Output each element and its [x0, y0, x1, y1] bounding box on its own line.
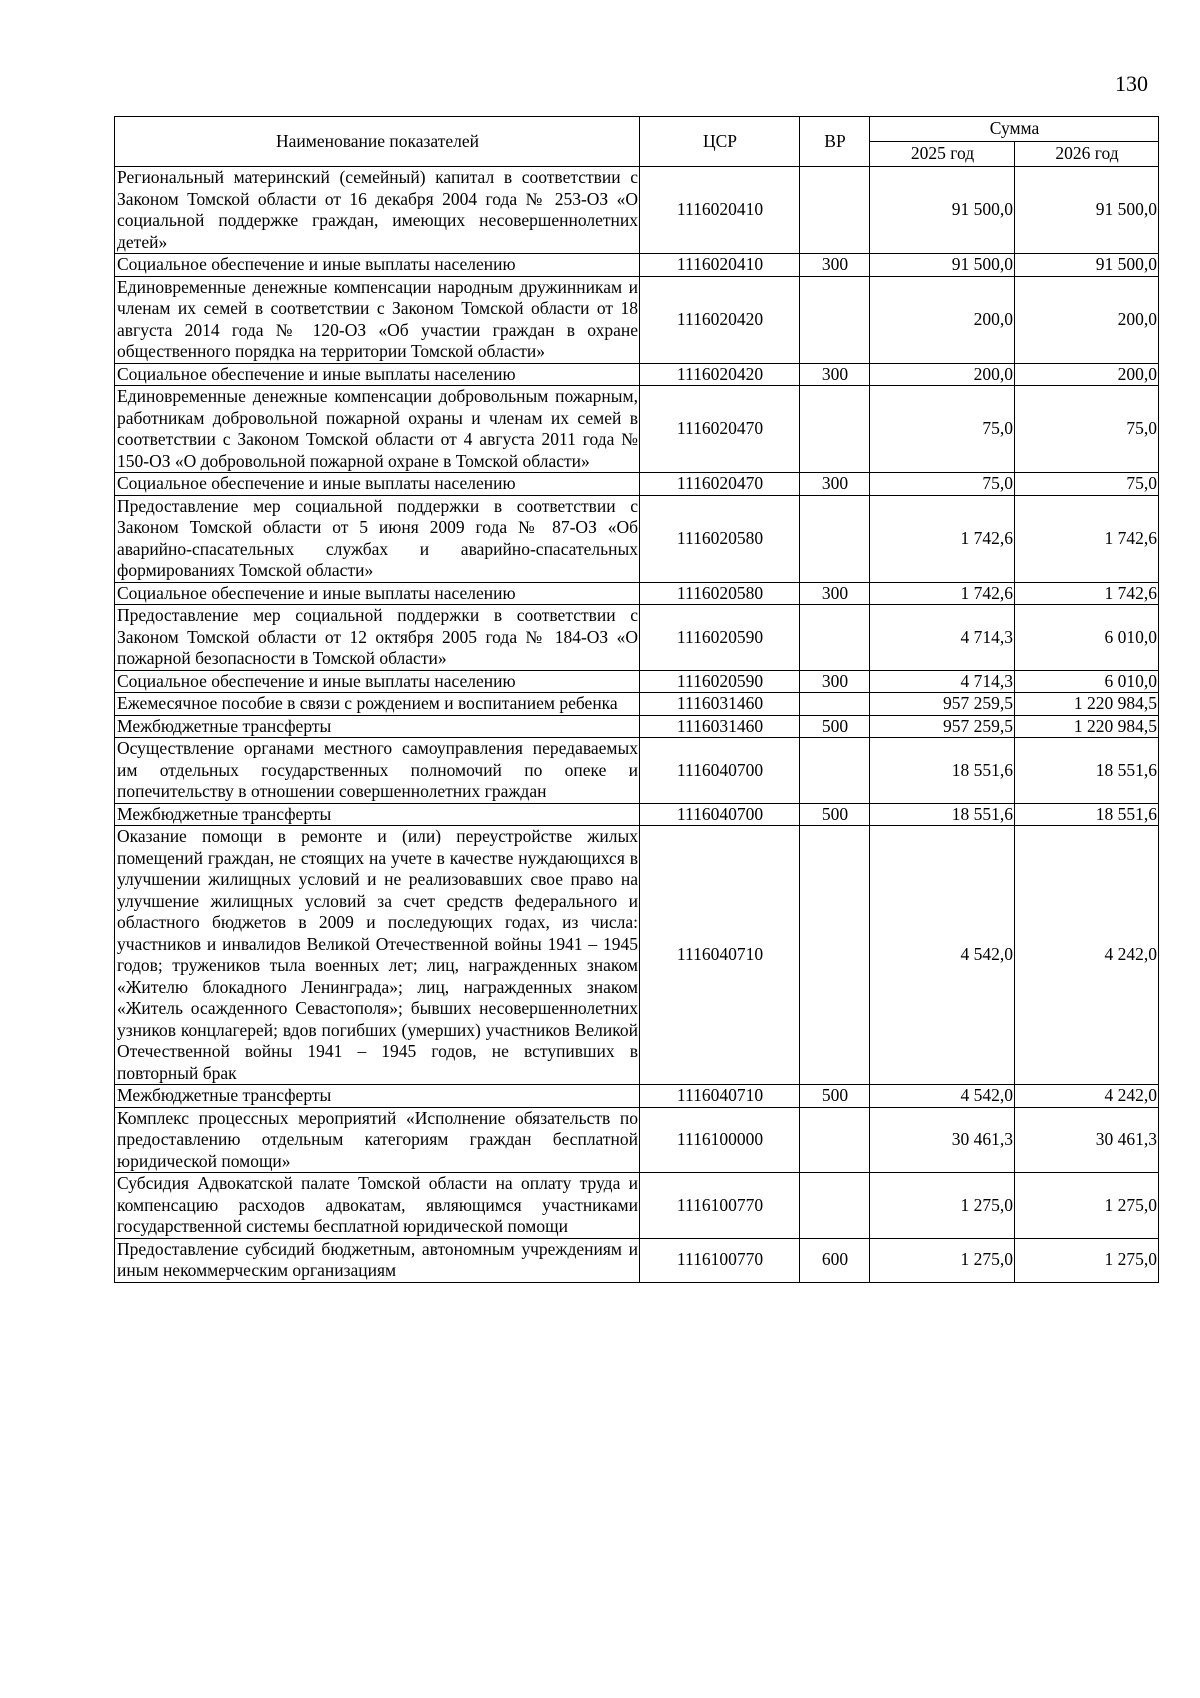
row-vr: 600 [800, 1238, 870, 1282]
row-sum-2025: 75,0 [870, 386, 1015, 473]
row-sum-2026: 1 275,0 [1015, 1238, 1159, 1282]
row-sum-2026: 91 500,0 [1015, 167, 1159, 254]
row-csr: 1116020420 [640, 276, 800, 363]
table-row [115, 605, 1159, 671]
table-row [115, 582, 1159, 605]
row-csr: 1116020580 [640, 495, 800, 582]
table-row [115, 495, 1159, 582]
row-vr: 300 [800, 473, 870, 496]
row-csr: 1116020420 [640, 363, 800, 386]
row-sum-2025: 957 259,5 [870, 693, 1015, 716]
row-name: Субсидия Адвокатской палате Томской области на оплату труда и компенсацию расходов адвокатам, являющимся участниками государственной системы бесплатной юридической помощи [115, 1173, 640, 1239]
table-row [115, 738, 1159, 804]
row-csr: 1116031460 [640, 693, 800, 716]
table-row [115, 473, 1159, 496]
table-row [115, 276, 1159, 363]
row-sum-2025: 1 742,6 [870, 495, 1015, 582]
row-csr: 1116020470 [640, 473, 800, 496]
table-row [115, 826, 1159, 1085]
table-row [115, 1173, 1159, 1239]
row-vr [800, 167, 870, 254]
header-vr: ВР [800, 117, 870, 167]
row-vr [800, 1107, 870, 1173]
table-row [115, 693, 1159, 716]
row-name: Межбюджетные трансферты [115, 803, 640, 826]
row-vr: 300 [800, 363, 870, 386]
row-name: Социальное обеспечение и иные выплаты населению [115, 363, 640, 386]
row-sum-2026: 200,0 [1015, 276, 1159, 363]
table-row [115, 1085, 1159, 1108]
row-sum-2026: 30 461,3 [1015, 1107, 1159, 1173]
row-csr: 1116020410 [640, 254, 800, 277]
row-sum-2026: 1 220 984,5 [1015, 715, 1159, 738]
row-name: Социальное обеспечение и иные выплаты населению [115, 582, 640, 605]
row-name: Предоставление мер социальной поддержки в соответствии с Законом Томской области от 5 июня 2009 года № 87-ОЗ «Об аварийно-спасательных службах и аварийно-спасательных формированиях Томской области» [115, 495, 640, 582]
row-sum-2026: 1 742,6 [1015, 495, 1159, 582]
row-sum-2026: 1 742,6 [1015, 582, 1159, 605]
row-csr: 1116040710 [640, 826, 800, 1085]
row-name: Межбюджетные трансферты [115, 1085, 640, 1108]
row-sum-2025: 1 275,0 [870, 1173, 1015, 1239]
row-csr: 1116031460 [640, 715, 800, 738]
row-vr [800, 276, 870, 363]
row-sum-2026: 4 242,0 [1015, 1085, 1159, 1108]
row-name: Межбюджетные трансферты [115, 715, 640, 738]
row-name: Осуществление органами местного самоуправления передаваемых им отдельных государственных полномочий по опеке и попечительству в отношении совершеннолетних граждан [115, 738, 640, 804]
row-vr: 500 [800, 803, 870, 826]
table-row [115, 254, 1159, 277]
row-vr [800, 495, 870, 582]
row-sum-2026: 4 242,0 [1015, 826, 1159, 1085]
row-name: Единовременные денежные компенсации добровольным пожарным, работникам добровольной пожарной охраны и членам их семей в соответствии с Законом Томской области от 4 августа 2011 года № 150-ОЗ «О добровольной пожарной охране в Томской области» [115, 386, 640, 473]
table-row [115, 1107, 1159, 1173]
row-vr [800, 386, 870, 473]
row-sum-2025: 30 461,3 [870, 1107, 1015, 1173]
row-csr: 1116020590 [640, 605, 800, 671]
row-name: Предоставление мер социальной поддержки в соответствии с Законом Томской области от 12 октября 2005 года № 184-ОЗ «О пожарной безопасности в Томской области» [115, 605, 640, 671]
row-sum-2025: 4 714,3 [870, 605, 1015, 671]
row-name: Социальное обеспечение и иные выплаты населению [115, 254, 640, 277]
row-name: Предоставление субсидий бюджетным, автономным учреждениям и иным некоммерческим организациям [115, 1238, 640, 1282]
row-csr: 1116020580 [640, 582, 800, 605]
row-sum-2026: 18 551,6 [1015, 803, 1159, 826]
table-row [115, 670, 1159, 693]
row-csr: 1116040700 [640, 803, 800, 826]
row-csr: 1116100000 [640, 1107, 800, 1173]
table-row [115, 167, 1159, 254]
row-csr: 1116040700 [640, 738, 800, 804]
row-sum-2026: 18 551,6 [1015, 738, 1159, 804]
row-sum-2025: 957 259,5 [870, 715, 1015, 738]
row-sum-2025: 1 742,6 [870, 582, 1015, 605]
row-vr: 300 [800, 670, 870, 693]
row-name: Социальное обеспечение и иные выплаты населению [115, 473, 640, 496]
row-sum-2025: 200,0 [870, 363, 1015, 386]
row-sum-2026: 75,0 [1015, 386, 1159, 473]
table-row [115, 1238, 1159, 1282]
row-sum-2025: 91 500,0 [870, 167, 1015, 254]
row-csr: 1116020410 [640, 167, 800, 254]
row-sum-2025: 4 714,3 [870, 670, 1015, 693]
row-sum-2026: 6 010,0 [1015, 670, 1159, 693]
page-number: 130 [1115, 71, 1148, 96]
budget-table [114, 116, 1159, 1283]
row-name: Социальное обеспечение и иные выплаты населению [115, 670, 640, 693]
table-row [115, 803, 1159, 826]
row-vr [800, 826, 870, 1085]
row-name: Ежемесячное пособие в связи с рождением и воспитанием ребенка [115, 693, 640, 716]
header-year-2025: 2025 год [870, 142, 1015, 167]
row-name: Региональный материнский (семейный) капитал в соответствии с Законом Томской области от 16 декабря 2004 года № 253-ОЗ «О социальной поддержке граждан, имеющих несовершеннолетних детей» [115, 167, 640, 254]
row-sum-2026: 6 010,0 [1015, 605, 1159, 671]
row-sum-2025: 4 542,0 [870, 826, 1015, 1085]
header-year-2026: 2026 год [1015, 142, 1159, 167]
row-sum-2025: 200,0 [870, 276, 1015, 363]
table-header [115, 117, 1159, 167]
row-csr: 1116040710 [640, 1085, 800, 1108]
row-sum-2026: 1 275,0 [1015, 1173, 1159, 1239]
table-row [115, 715, 1159, 738]
row-sum-2025: 91 500,0 [870, 254, 1015, 277]
row-sum-2025: 75,0 [870, 473, 1015, 496]
row-csr: 1116020470 [640, 386, 800, 473]
header-name: Наименование показателей [115, 117, 640, 167]
row-sum-2026: 75,0 [1015, 473, 1159, 496]
row-name: Единовременные денежные компенсации народным дружинникам и членам их семей в соответствии с Законом Томской области от 18 августа 2014 года № 120-ОЗ «Об участии граждан в охране общественного порядка на территории Томской области» [115, 276, 640, 363]
header-sum: Сумма [870, 117, 1159, 142]
table-row [115, 386, 1159, 473]
row-sum-2025: 1 275,0 [870, 1238, 1015, 1282]
row-sum-2026: 200,0 [1015, 363, 1159, 386]
row-csr: 1116100770 [640, 1238, 800, 1282]
header-csr: ЦСР [640, 117, 800, 167]
table-body [115, 167, 1159, 1283]
row-sum-2025: 18 551,6 [870, 738, 1015, 804]
row-sum-2025: 4 542,0 [870, 1085, 1015, 1108]
row-sum-2025: 18 551,6 [870, 803, 1015, 826]
row-vr [800, 738, 870, 804]
row-name: Оказание помощи в ремонте и (или) переустройстве жилых помещений граждан, не стоящих на учете в качестве нуждающихся в улучшении жилищных условий и не реализовавших свое право на улучшение жилищных условий за счет средств федерального и областного бюджетов в 2009 и последующих годах, из числа: участников и инвалидов Великой Отечественной войны 1941 – 1945 годов; тружеников тыла военных лет; лиц, награжденных знаком «Жителю блокадного Ленинграда»; лиц, награжденных знаком «Житель осажденного Севастополя»; бывших несовершеннолетних узников концлагерей; вдов погибших (умерших) участников Великой Отечественной войны 1941 – 1945 годов, не вступивших в повторный брак [115, 826, 640, 1085]
row-csr: 1116100770 [640, 1173, 800, 1239]
row-name: Комплекс процессных мероприятий «Исполнение обязательств по предоставлению отдельным категориям граждан бесплатной юридической помощи» [115, 1107, 640, 1173]
row-vr: 300 [800, 254, 870, 277]
row-sum-2026: 91 500,0 [1015, 254, 1159, 277]
row-vr [800, 693, 870, 716]
row-csr: 1116020590 [640, 670, 800, 693]
row-sum-2026: 1 220 984,5 [1015, 693, 1159, 716]
row-vr [800, 605, 870, 671]
row-vr: 300 [800, 582, 870, 605]
row-vr: 500 [800, 1085, 870, 1108]
row-vr: 500 [800, 715, 870, 738]
row-vr [800, 1173, 870, 1239]
table-row [115, 363, 1159, 386]
